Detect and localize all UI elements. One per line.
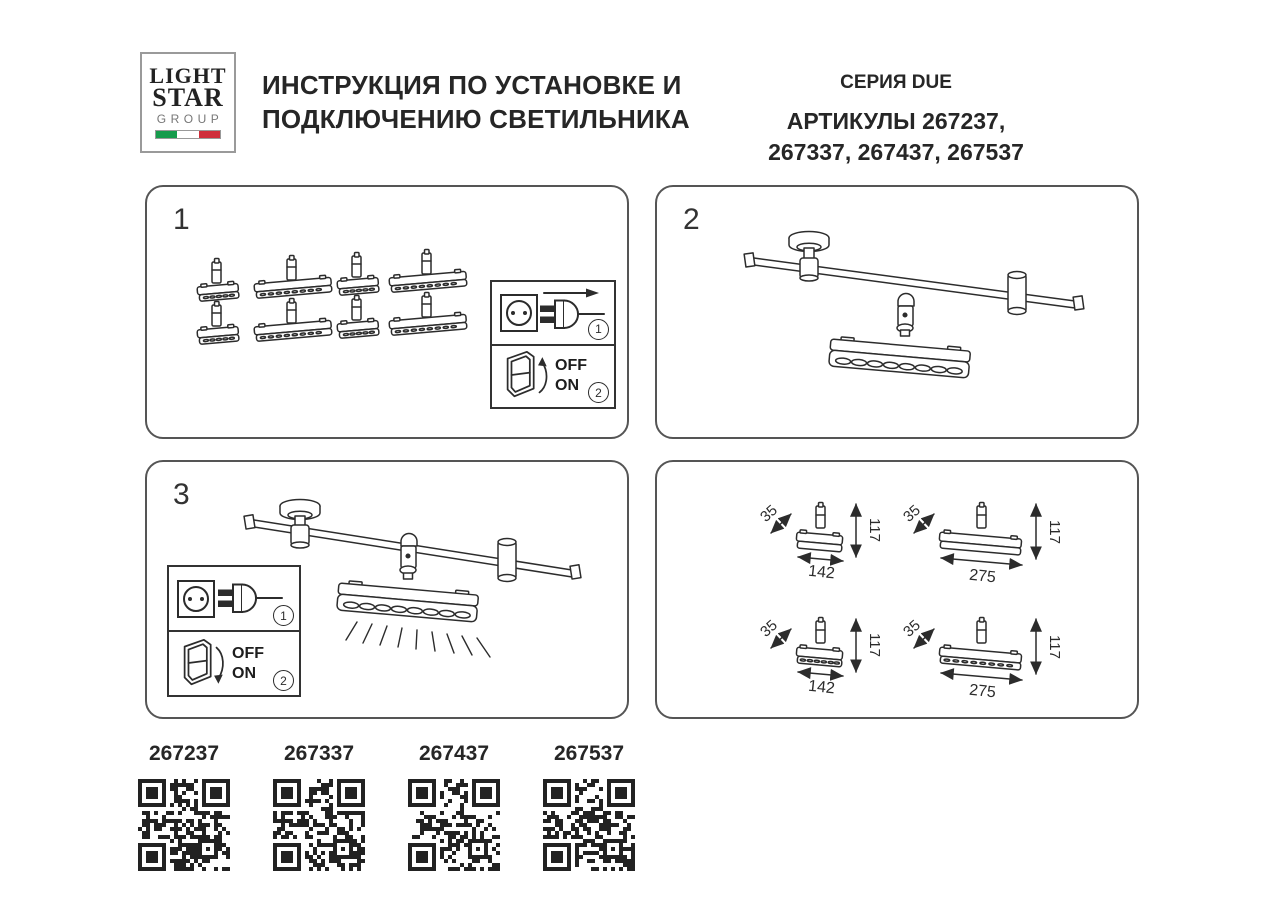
logo-text-group: GROUP	[156, 112, 224, 126]
power-legend-box	[167, 565, 301, 697]
dimensions-panel	[655, 460, 1139, 719]
articles-line-2: 267337, 267437, 267537	[768, 139, 1024, 165]
step3-number: 3	[173, 478, 190, 511]
rail-standoff	[1008, 272, 1026, 315]
title-line-2: ПОДКЛЮЧЕНИЮ СВЕТИЛЬНИКА	[262, 104, 690, 134]
italian-flag-icon	[155, 130, 221, 139]
switch-on-step	[169, 632, 299, 695]
qr-code	[273, 779, 365, 871]
height-dimension: 117	[1046, 520, 1063, 544]
qr-item	[408, 742, 500, 876]
dimensions-illustration	[657, 462, 1133, 713]
qr-code	[408, 779, 500, 871]
qr-code	[138, 779, 230, 871]
height-dimension: 117	[1046, 635, 1063, 659]
on-label: ON	[555, 377, 579, 395]
switch-icon	[174, 635, 230, 693]
depth-dimension: 35	[757, 616, 781, 641]
qr-article-label: 267337	[283, 742, 355, 765]
dimension-variant-3	[757, 617, 883, 698]
qr-item	[138, 742, 230, 876]
linear-light-bar	[829, 336, 971, 378]
light-rays	[346, 622, 490, 657]
dimension-variant-1	[757, 502, 883, 583]
step3-panel	[145, 460, 629, 719]
fixture-short	[337, 253, 379, 296]
series-header	[716, 72, 1076, 168]
step-marker-2: 2	[273, 670, 294, 691]
height-dimension: 117	[866, 633, 883, 657]
socket-icon	[177, 580, 215, 618]
fixture-long	[389, 293, 467, 336]
flag-red	[199, 131, 220, 138]
off-label: OFF	[232, 644, 264, 662]
flag-white	[177, 131, 198, 138]
ceiling-canopy	[280, 500, 320, 549]
qr-article-label: 267537	[553, 742, 625, 765]
length-dimension: 275	[968, 681, 997, 702]
logo-text-light: LIGHT	[149, 63, 227, 88]
flag-green	[156, 131, 177, 138]
qr-item	[543, 742, 635, 876]
length-dimension: 142	[807, 677, 836, 698]
on-label: ON	[232, 664, 256, 682]
height-dimension: 117	[866, 518, 883, 542]
linear-light-bar	[337, 580, 479, 622]
power-legend-box	[490, 280, 616, 409]
logo-text-star: STAR	[152, 83, 224, 112]
onoff-labels	[232, 644, 264, 684]
fixture-long	[254, 299, 332, 342]
qr-code	[543, 779, 635, 871]
title-line-1: ИНСТРУКЦИЯ ПО УСТАНОВКЕ И	[262, 70, 682, 100]
step-marker-1: 1	[273, 605, 294, 626]
step-marker-1: 1	[588, 319, 609, 340]
track-adapter	[400, 533, 417, 579]
series-name: СЕРИЯ DUE	[840, 72, 952, 93]
socket-icon	[500, 294, 538, 332]
length-dimension: 142	[807, 562, 836, 583]
fixture-short	[337, 296, 379, 339]
depth-dimension: 35	[900, 501, 924, 526]
articles-line-1: АРТИКУЛЫ 267237,	[786, 108, 1006, 134]
off-label: OFF	[555, 357, 587, 375]
dimension-variant-4	[900, 617, 1063, 702]
step1-number: 1	[173, 203, 190, 236]
plug-in-step	[169, 567, 299, 632]
qr-article-label: 267437	[418, 742, 490, 765]
fixture-long	[254, 256, 332, 299]
length-dimension: 275	[968, 566, 997, 587]
step2-number: 2	[683, 203, 700, 236]
qr-item	[273, 742, 365, 876]
track-adapter	[897, 293, 914, 336]
onoff-labels	[555, 356, 587, 396]
article-numbers	[716, 106, 1076, 168]
depth-dimension: 35	[757, 501, 781, 526]
step2-panel	[655, 185, 1139, 439]
depth-dimension: 35	[900, 616, 924, 641]
lightstar-logo	[140, 52, 236, 153]
fixture-short	[197, 302, 239, 345]
dimension-variant-2	[900, 502, 1063, 587]
switch-icon	[497, 347, 553, 405]
rail-standoff	[498, 539, 516, 582]
step2-mounting-illustration	[657, 187, 1133, 433]
page-title	[262, 68, 702, 136]
step-marker-2: 2	[588, 382, 609, 403]
step1-panel	[145, 185, 629, 439]
fixture-short	[197, 259, 239, 302]
switch-off-step	[492, 346, 614, 408]
unplug-step	[492, 282, 614, 346]
fixture-long	[389, 250, 467, 293]
qr-article-label: 267237	[148, 742, 220, 765]
